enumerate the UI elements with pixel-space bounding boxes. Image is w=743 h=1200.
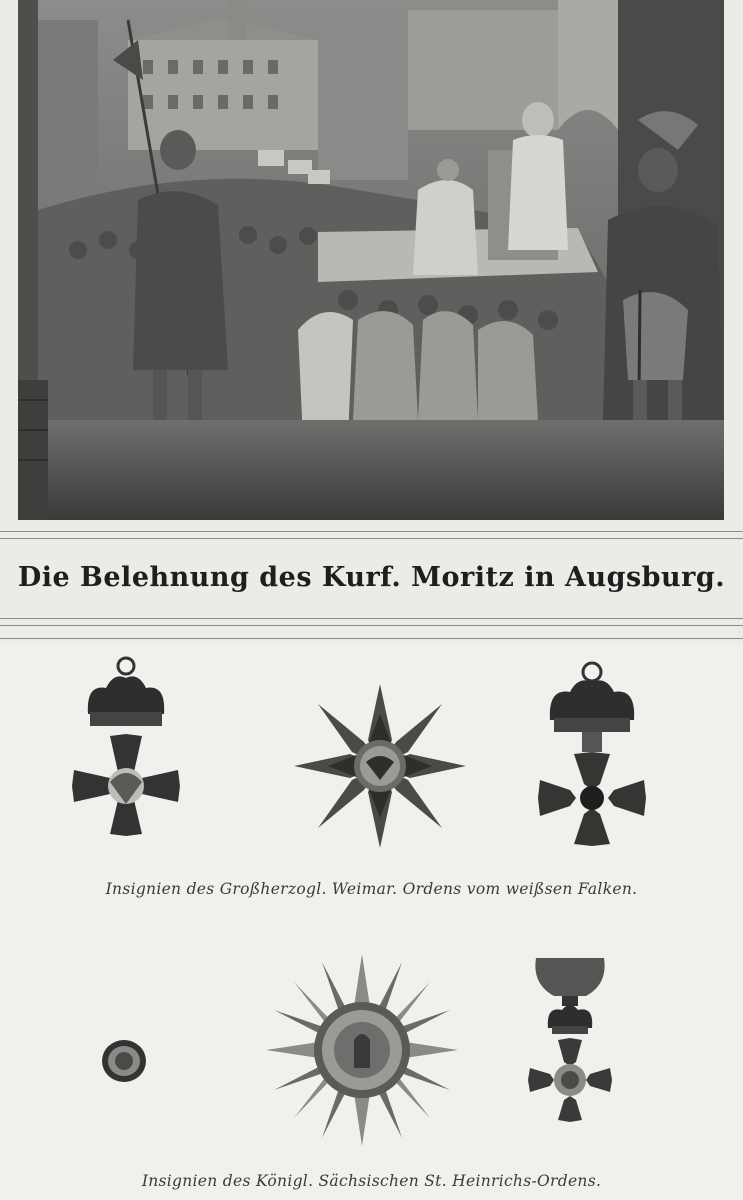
plate-title: Die Belehnung des Kurf. Moritz in Augsburg. (17, 562, 726, 593)
weimar-breast-star-icon (290, 680, 470, 852)
saxony-cross-badge-icon (522, 954, 618, 1126)
saxony-medallion-icon (100, 1038, 148, 1084)
scene-drawing (18, 0, 724, 520)
title-rule-bottom-3 (0, 638, 743, 639)
weimar-order-caption: Insignien des Großherzogl. Weimar. Ordens vom weißsen Falken. (105, 880, 638, 898)
title-rule-top-1 (0, 531, 743, 532)
title-rule-bottom-2 (0, 625, 743, 626)
saxony-order-caption: Insignien des Königl. Sächsischen St. Heinrichs-Ordens. (141, 1172, 602, 1190)
weimar-cross-badge-left-icon (66, 654, 186, 840)
investiture-scene-illustration (18, 0, 724, 520)
weimar-cross-badge-right-icon (530, 656, 654, 848)
title-rule-bottom-1 (0, 618, 743, 619)
title-rule-top-2 (0, 538, 743, 539)
saxony-breast-star-icon (262, 950, 462, 1150)
